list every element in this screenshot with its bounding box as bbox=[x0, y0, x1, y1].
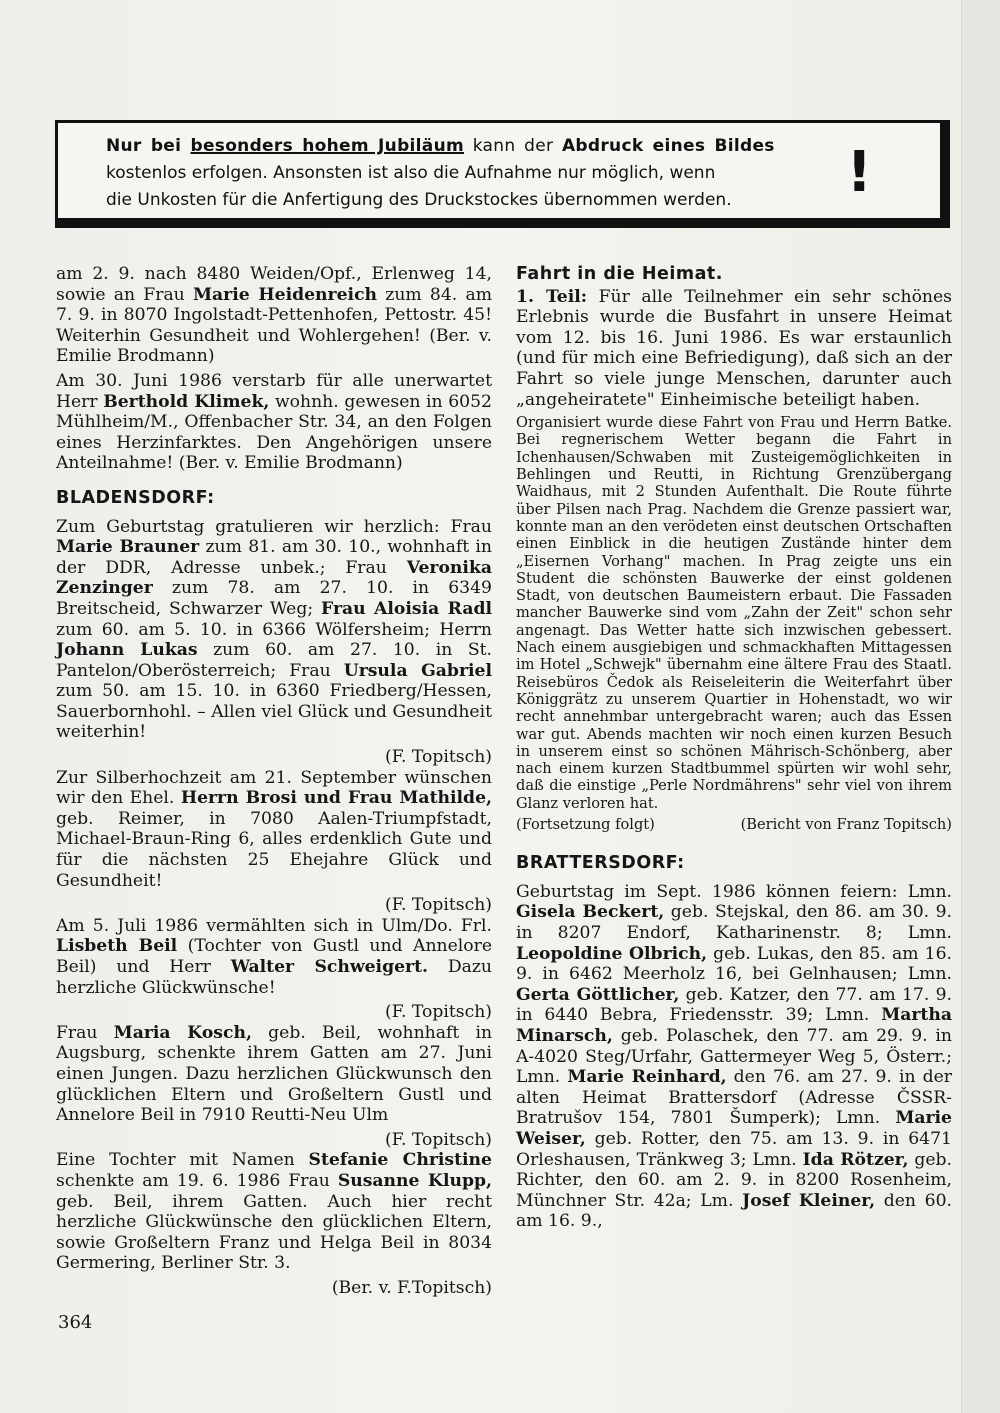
notice-line-3: die Unkosten für die Anfertigung des Druckstockes übernommen werden. bbox=[106, 190, 732, 210]
paragraph: am 2. 9. nach 8480 Weiden/Opf., Erlenweg 14, sowie an Frau Marie Heidenreich zum 84. am 7. 9. in 8070 Ingolstadt-Pettenhofen, Pettostr. 45! Weiterhin Gesundheit und Wohlergehen! (Ber. v. Emilie Brodmann) bbox=[56, 264, 492, 367]
left-column bbox=[56, 264, 492, 1299]
page-edge bbox=[961, 0, 1000, 1413]
paragraph: Am 30. Juni 1986 verstarb für alle unerwartet Herr Berthold Klimek, wohnh. gewesen in 6052 Mühlheim/M., Offenbacher Str. 34, an den Folgen eines Herzinfarktes. Den Angehörigen unsere Anteilnahme! (Ber. v. Emilie Brodmann) bbox=[56, 370, 492, 474]
notice-line-2: kostenlos erfolgen. Ansonsten ist also die Aufnahme nur möglich, wenn bbox=[106, 163, 716, 183]
section-heading-brattersdorf: BRATTERSDORF: bbox=[516, 853, 685, 874]
paragraph: Frau Maria Kosch, geb. Beil, wohnhaft in Augsburg, schenkte ihrem Gatten am 27. Juni einen Jungen. Dazu herzlichen Glückwunsch den glücklichen Eltern und Großeltern Gustl und Annelore Beil in 7910 Reutti-Neu Ulm bbox=[56, 1022, 493, 1126]
signature: (F. Topitsch) bbox=[385, 895, 492, 916]
paragraph: Am 5. Juli 1986 vermählten sich in Ulm/Do. Frl. Lisbeth Beil (Tochter von Gustl und Annelore Beil) und Herr Walter Schweigert. Dazu herzliche Glückwünsche! bbox=[56, 915, 492, 998]
exclamation-icon: ! bbox=[846, 140, 872, 205]
paragraph: 1. Teil: Für alle Teilnehmer ein sehr schönes Erlebnis wurde die Busfahrt in unsere Heimat vom 12. bis 16. Juni 1986. Es war erstaunlich (und für mich eine Befriedigung), daß sich an der Fahrt so viele junge Menschen, darunter auch „angeheiratete" Einheimische beteiligt haben. bbox=[516, 286, 952, 410]
report-signature: (Fortsetzung folgt) (Bericht von Franz Topitsch) bbox=[516, 815, 952, 833]
signature: (F. Topitsch) bbox=[385, 747, 492, 768]
notice-emphasis: besonders hohem Jubiläum bbox=[190, 136, 464, 156]
right-column bbox=[516, 264, 952, 1236]
notice-line-1: Nur bei besonders hohem Jubiläum kann der Abdruck eines Bildes bbox=[106, 136, 775, 156]
section-heading-bladensdorf: BLADENSDORF: bbox=[56, 487, 215, 508]
section-heading-fahrt: Fahrt in die Heimat. bbox=[516, 264, 723, 284]
paragraph: Zur Silberhochzeit am 21. September wünschen wir den Ehel. Herrn Brosi und Frau Mathilde, geb. Reimer, in 7080 Aalen-Triumpfstadt, Michael-Braun-Ring 6, alles erdenklich Gute und für die nächsten 25 Ehejahre Glück und Gesundheit! bbox=[56, 767, 492, 891]
paragraph-small: Organisiert wurde diese Fahrt von Frau und Herrn Batke. Bei regnerischem Wetter begann die Fahrt in Ichenhausen/Schwaben mit Zusteigemöglichkeiten in Behlingen und Reutti, in Richtung Grenzübergang Waidhaus, mit 2 Stunden Aufenthalt. Die Route führte über Pilsen nach Prag. Nachdem die Grenze passiert war, konnte man an den verödeten einst deutschen Ortschaften einen Einblick in die heutigen Zustände hinter dem „Eisernen Vorhang" machen. In Prag zeigte uns ein Student die schönsten Bauwerke der einst goldenen Stadt, von deutschen Baumeistern erbaut. Die Fassaden mancher Bauwerke sind vom „Zahn der Zeit" schon sehr angenagt. Das Wetter hatte sich inzwischen gebessert. Nach einem ausgiebigen und schmackhaften Mittagessen im Hotel „Schwejk" übernahm eine ältere Frau des Staatl. Reisebüros Čedok als Reiseleiterin die Weiterfahrt über Königgrätz zu unserem Quartier in Hohenstadt, wo wir recht annehmbar untergebracht waren; auch das Essen war gut. Abends machten wir noch einen kurzen Besuch in unserem einst so schönen Mährisch-Schönberg, aber nach einem kurzen Stadtbummel spürten wir wohl sehr, daß die einstige „Perle Nordmährens" sehr viel von ihrem Glanz verloren hat. bbox=[516, 414, 952, 812]
signature: (F. Topitsch) bbox=[385, 1002, 492, 1023]
notice-box bbox=[55, 120, 950, 228]
paragraph: Zum Geburtstag gratulieren wir herzlich: Frau Marie Brauner zum 81. am 30. 10., wohnhaft in der DDR, Adresse unbek.; Frau Veronika Zenzinger zum 78. am 27. 10. in 6349 Breitscheid, Schwarzer Weg; Frau Aloisia Radl zum 60. am 5. 10. in 6366 Wölfersheim; Herrn Johann Lukas zum 60. am 27. 10. in St. Pantelon/Oberösterreich; Frau Ursula Gabriel zum 50. am 15. 10. in 6360 Friedberg/Hessen, Sauerbornhohl. – Allen viel Glück und Gesundheit weiterhin! bbox=[56, 516, 493, 743]
signature: (F. Topitsch) bbox=[385, 1129, 492, 1150]
paragraph: Geburtstag im Sept. 1986 können feiern: Lmn. Gisela Beckert, geb. Stejskal, den 86. am 30. 9. in 8207 Endorf, Katharinenstr. 8; Lmn. Leopoldine Olbrich, geb. Lukas, den 85. am 16. 9. in 6462 Meerholz 16, bei Gelnhausen; Lmn. Gerta Göttlicher, geb. Katzer, den 77. am 17. 9. in 6440 Bebra, Friedensstr. 39; Lmn. Martha Minarsch, geb. Polaschek, den 77. am 29. 9. in A-4020 Steg/Urfahr, Gattermeyer Weg 5, Österr.; Lmn. Marie Reinhard, den 76. am 27. 9. in der alten Heimat Brattersdorf (Adresse ČSSR-Bratrušov 154, 7801 Šumperk); Lmn. Marie Weiser, geb. Rotter, den 75. am 13. 9. in 6471 Orleshausen, Tränkweg 3; Lmn. Ida Rötzer, geb. Richter, den 60. am 2. 9. in 8200 Rosenheim, Münchner Str. 42a; Lm. Josef Kleiner, den 60. am 16. 9., bbox=[516, 881, 953, 1232]
signature: (Ber. v. F.Topitsch) bbox=[331, 1277, 492, 1298]
paragraph: Eine Tochter mit Namen Stefanie Christine schenkte am 19. 6. 1986 Frau Susanne Klupp, geb. Beil, ihrem Gatten. Auch hier recht herzliche Glückwünsche den glücklichen Eltern, sowie Großeltern Franz und Helga Beil in 8034 Germering, Berliner Str. 3. bbox=[56, 1150, 492, 1274]
notice-text bbox=[106, 133, 876, 214]
page-number: 364 bbox=[58, 1312, 93, 1333]
